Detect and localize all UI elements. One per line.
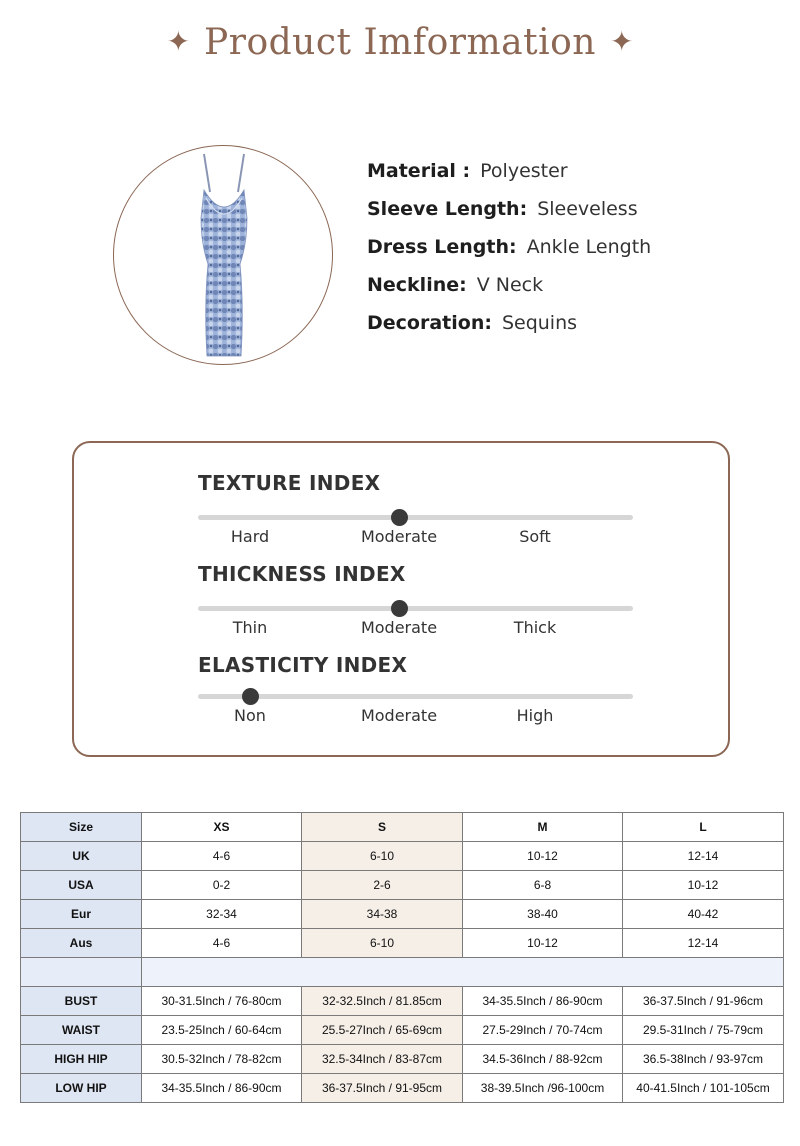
table-cell: 30.5-32Inch / 78-82cm [142, 1045, 302, 1074]
attribute-value: Sequins [501, 312, 578, 334]
table-cell: 34-38 [302, 900, 463, 929]
elasticity-index-track [198, 694, 633, 699]
table-spacer-row [21, 958, 784, 987]
table-cell: 12-14 [623, 842, 784, 871]
elasticity-label-mid: Moderate [360, 706, 438, 725]
attribute-value: V Neck [476, 274, 544, 296]
table-cell: 34-35.5Inch / 86-90cm [463, 987, 623, 1016]
table-cell: 30-31.5Inch / 76-80cm [142, 987, 302, 1016]
table-cell: 40-41.5Inch / 101-105cm [623, 1074, 784, 1103]
row-header: Eur [21, 900, 142, 929]
attribute-row [367, 304, 651, 342]
table-header-row [21, 813, 784, 842]
attribute-value: Ankle Length [526, 236, 652, 258]
table-row [21, 1016, 784, 1045]
spacer-cell [142, 958, 784, 987]
table-cell: 6-10 [302, 842, 463, 871]
spacer-cell [21, 958, 142, 987]
column-header: XS [142, 813, 302, 842]
elasticity-label-low: Non [234, 706, 266, 725]
row-header: BUST [21, 987, 142, 1016]
table-cell: 2-6 [302, 871, 463, 900]
table-cell: 29.5-31Inch / 75-79cm [623, 1016, 784, 1045]
page-title: Product Imformation [204, 21, 596, 63]
dress-image [114, 146, 333, 365]
column-header: Size [21, 813, 142, 842]
row-header: UK [21, 842, 142, 871]
column-header: L [623, 813, 784, 842]
texture-label-high: Soft [519, 527, 551, 546]
thickness-index-title: THICKNESS INDEX [198, 562, 406, 586]
table-cell: 4-6 [142, 842, 302, 871]
table-cell: 38-39.5Inch /96-100cm [463, 1074, 623, 1103]
elasticity-label-high: High [516, 706, 554, 725]
attribute-label: Decoration: [367, 312, 492, 334]
table-cell: 32.5-34Inch / 83-87cm [302, 1045, 463, 1074]
size-chart-table [20, 812, 784, 1103]
thickness-index-track [198, 606, 633, 611]
table-row [21, 871, 784, 900]
row-header: HIGH HIP [21, 1045, 142, 1074]
table-cell: 36-37.5Inch / 91-96cm [623, 987, 784, 1016]
table-cell: 10-12 [463, 929, 623, 958]
table-cell: 25.5-27Inch / 65-69cm [302, 1016, 463, 1045]
table-row [21, 1045, 784, 1074]
elasticity-index-knob [242, 688, 259, 705]
table-cell: 34-35.5Inch / 86-90cm [142, 1074, 302, 1103]
thickness-index-knob [391, 600, 408, 617]
row-header: Aus [21, 929, 142, 958]
texture-label-mid: Moderate [360, 527, 438, 546]
attribute-row [367, 228, 651, 266]
table-cell: 27.5-29Inch / 70-74cm [463, 1016, 623, 1045]
attribute-row [367, 190, 651, 228]
sparkle-left-icon: ✦ [166, 25, 191, 58]
table-cell: 10-12 [463, 842, 623, 871]
attribute-row [367, 266, 651, 304]
sparkle-right-icon: ✦ [609, 25, 634, 58]
table-row [21, 929, 784, 958]
row-header: USA [21, 871, 142, 900]
column-header: M [463, 813, 623, 842]
table-cell: 6-10 [302, 929, 463, 958]
texture-index-track [198, 515, 633, 520]
table-cell: 36.5-38Inch / 93-97cm [623, 1045, 784, 1074]
texture-index-title: TEXTURE INDEX [198, 471, 381, 495]
attribute-label: Sleeve Length: [367, 198, 528, 220]
thickness-label-high: Thick [513, 618, 557, 637]
attribute-label: Material : [367, 160, 471, 182]
table-cell: 12-14 [623, 929, 784, 958]
product-image-frame [113, 145, 333, 365]
column-header: S [302, 813, 463, 842]
page-header [0, 18, 800, 66]
table-row [21, 987, 784, 1016]
row-header: WAIST [21, 1016, 142, 1045]
texture-index-knob [391, 509, 408, 526]
texture-label-low: Hard [230, 527, 270, 546]
table-cell: 34.5-36Inch / 88-92cm [463, 1045, 623, 1074]
table-row [21, 1074, 784, 1103]
thickness-label-mid: Moderate [360, 618, 438, 637]
table-cell: 40-42 [623, 900, 784, 929]
attribute-label: Neckline: [367, 274, 467, 296]
table-row [21, 900, 784, 929]
table-cell: 32-34 [142, 900, 302, 929]
row-header: LOW HIP [21, 1074, 142, 1103]
table-cell: 6-8 [463, 871, 623, 900]
fabric-index-panel [72, 441, 730, 757]
attribute-row [367, 152, 651, 190]
table-cell: 23.5-25Inch / 60-64cm [142, 1016, 302, 1045]
attribute-value: Polyester [480, 160, 568, 182]
table-cell: 36-37.5Inch / 91-95cm [302, 1074, 463, 1103]
table-row [21, 842, 784, 871]
table-cell: 32-32.5Inch / 81.85cm [302, 987, 463, 1016]
table-cell: 38-40 [463, 900, 623, 929]
table-cell: 4-6 [142, 929, 302, 958]
attribute-label: Dress Length: [367, 236, 517, 258]
table-cell: 10-12 [623, 871, 784, 900]
elasticity-index-title: ELASTICITY INDEX [198, 653, 408, 677]
thickness-label-low: Thin [232, 618, 268, 637]
attribute-value: Sleeveless [537, 198, 638, 220]
table-cell: 0-2 [142, 871, 302, 900]
product-attributes [367, 152, 651, 342]
